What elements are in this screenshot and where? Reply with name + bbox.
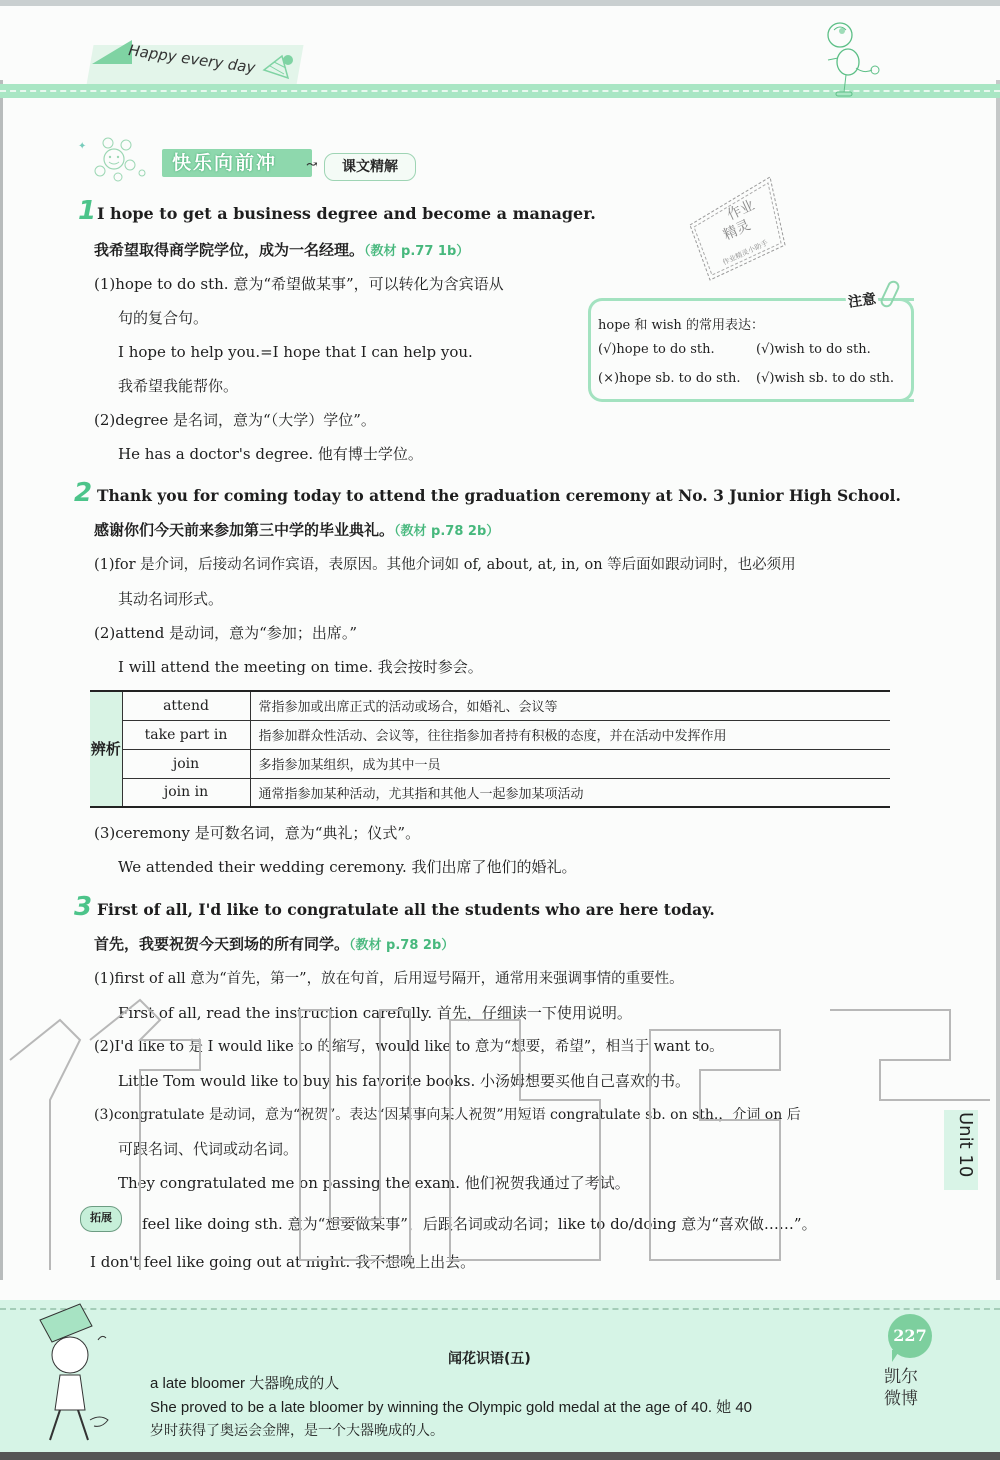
item-1-point-2: (2)degree 是名词，意为“（大学）学位”。: [94, 411, 376, 429]
note-row-1-a: (√)hope to do sth.: [598, 342, 715, 357]
table-term: join: [122, 749, 250, 778]
item-2-english: Thank you for coming today to attend the graduation ceremony at No. 3 Junior High School.: [97, 486, 901, 505]
item-3-point-2-example: Little Tom would like to buy his favorite books. 小汤姆想要买他自己喜欢的书。: [118, 1072, 691, 1090]
note-box-edge: [896, 298, 914, 402]
item-number-1: 1: [78, 196, 97, 226]
extension-example: I don't feel like going out at night. 我不想晚上出去。: [90, 1253, 476, 1271]
brand-line-2: 微博: [884, 1389, 918, 1409]
table-term: take part in: [122, 720, 250, 749]
footer-phrase: a late bloomer 大器晚成的人: [150, 1375, 340, 1392]
item-1-point-1: (1)hope to do sth. 意为“希望做某事”，可以转化为含宾语从: [94, 275, 504, 293]
table-row: [90, 778, 890, 807]
table-row: [90, 749, 890, 778]
section-title: [78, 135, 408, 185]
item-3-textbook-ref: （教材 p.78 2b）: [349, 938, 455, 953]
page-number: 227: [888, 1314, 932, 1358]
item-1-chinese-line: [94, 240, 469, 262]
footer-title: 闻花识语(五): [448, 1351, 531, 1367]
swirl-arrow-icon: ↝: [306, 157, 318, 173]
homework-stamp-icon: [680, 165, 800, 285]
item-2-chinese-line: [94, 520, 499, 542]
svg-text:作业精灵小助手: 作业精灵小助手: [721, 238, 770, 267]
table-row: [90, 691, 890, 720]
comparison-table: [90, 690, 890, 808]
note-title: hope 和 wish 的常用表达：: [598, 318, 764, 333]
brand-line-1: 凯尔: [884, 1367, 918, 1387]
item-3-point-2: (2)I'd like to 是 I would like to 的缩写，would like to 意为“想要，希望”，相当于 want to。: [94, 1039, 724, 1055]
table-definition: 通常指参加某种活动，尤其指和其他人一起参加某项活动: [250, 778, 890, 807]
section-subtitle: 课文精解: [324, 153, 416, 181]
item-2-point-2: (2)attend 是动词，意为“参加；出席。”: [94, 624, 357, 642]
svg-text:精灵: 精灵: [720, 217, 754, 244]
item-3-point-1: (1)first of all 意为“首先，第一”，放在句首，后用逗号隔开，通常用来强调事情的重要性。: [94, 971, 684, 987]
item-3-point-3-example: They congratulated me on passing the exam. 他们祝贺我通过了考试。: [118, 1174, 630, 1192]
smiley-bubbles-icon: [78, 135, 158, 185]
item-1-chinese: 我希望取得商学院学位，成为一名经理。: [94, 241, 365, 259]
header-flag-tip: [92, 40, 132, 64]
item-1-point-1-example-cn: 我希望我能帮你。: [118, 377, 239, 395]
footer-sentence-en: She proved to be a late bloomer by winning the Olympic gold medal at the age of 40. 她 40: [150, 1399, 753, 1416]
note-label: 注意: [845, 288, 879, 312]
table-row: [90, 720, 890, 749]
note-row-2-b: (√)wish sb. to do sth.: [756, 371, 895, 386]
item-3-english: First of all, I'd like to congratulate all the students who are here today.: [97, 900, 715, 919]
item-2-textbook-ref: （教材 p.78 2b）: [394, 524, 500, 539]
table-definition: 常指参加或出席正式的活动或场合，如婚礼、会议等: [250, 691, 890, 720]
item-2-point-3-example: We attended their wedding ceremony. 我们出席了他们的婚礼。: [118, 858, 577, 876]
page-bottom-edge: [0, 1452, 1000, 1460]
table-definition: 多指参加某组织，成为其中一员: [250, 749, 890, 778]
item-1-textbook-ref: （教材 p.77 1b）: [364, 244, 470, 259]
table-definition: 指参加群众性活动、会议等，往往指参加者持有积极的态度，并在活动中发挥作用: [250, 720, 890, 749]
mascot-skater-icon: [820, 20, 900, 100]
brand-label: [884, 1366, 928, 1410]
item-2-point-1-cont: 其动名词形式。: [118, 590, 224, 608]
item-2-point-3: (3)ceremony 是可数名词，意为“典礼；仪式”。: [94, 824, 421, 842]
header-slogan: Happy every day: [127, 41, 257, 77]
item-1-point-1-cont: 句的复合句。: [118, 309, 209, 327]
section-main-title: 快乐向前冲: [162, 149, 312, 177]
item-1-point-1-example-en: I hope to help you.=I hope that I can help you.: [118, 343, 473, 361]
item-number-3: 3: [74, 892, 93, 922]
note-row-1-b: (√)wish to do sth.: [756, 342, 871, 357]
item-3-chinese: 首先，我要祝贺今天到场的所有同学。: [94, 935, 350, 953]
item-2-point-2-example: I will attend the meeting on time. 我会按时参会。: [118, 658, 483, 676]
svg-text:✦: ✦: [78, 141, 87, 152]
page-right-edge: [996, 80, 1000, 1280]
item-3-chinese-line: [94, 934, 454, 956]
footer-sentence-cn: 岁时获得了奥运会金牌，是一个大器晚成的人。: [150, 1422, 444, 1438]
page-left-edge: [0, 80, 3, 1280]
table-term: join in: [122, 778, 250, 807]
extension-text: feel like doing sth. 意为“想要做某事”，后跟名词或动名词；like to do/doing 意为“喜欢做……”。: [142, 1215, 817, 1233]
item-number-2: 2: [74, 478, 93, 508]
item-3-point-1-example: First of all, read the instruction carefully. 首先，仔细读一下使用说明。: [118, 1004, 632, 1022]
ice-cream-icon: [262, 52, 296, 82]
table-term: attend: [122, 691, 250, 720]
unit-label: Unit 10: [955, 1112, 976, 1178]
kid-reading-icon: [30, 1300, 120, 1450]
watermark-outline: [0, 980, 1000, 1280]
item-1-english: I hope to get a business degree and become a manager.: [97, 204, 596, 223]
item-1-point-2-example: He has a doctor's degree. 他有博士学位。: [118, 445, 423, 463]
svg-text:作业: 作业: [724, 197, 758, 224]
item-2-chinese: 感谢你们今天前来参加第三中学的毕业典礼。: [94, 521, 395, 539]
table-side-label: 辨析: [90, 691, 122, 807]
item-3-point-3: (3)congratulate 是动词，意为“祝贺”。表达“因某事向某人祝贺”用短语 congratulate sb. on sth.，介词 on 后: [94, 1107, 801, 1123]
extension-badge: 拓展: [80, 1206, 122, 1232]
item-2-point-1: (1)for 是介词，后接动名词作宾语，表原因。其他介词如 of, about, at, in, on 等后面如跟动词时，也必须用: [94, 557, 796, 573]
page-top-edge: [0, 0, 1000, 6]
item-3-point-3-cont: 可跟名词、代词或动名词。: [118, 1140, 299, 1158]
note-row-2-a: (×)hope sb. to do sth.: [598, 371, 741, 386]
